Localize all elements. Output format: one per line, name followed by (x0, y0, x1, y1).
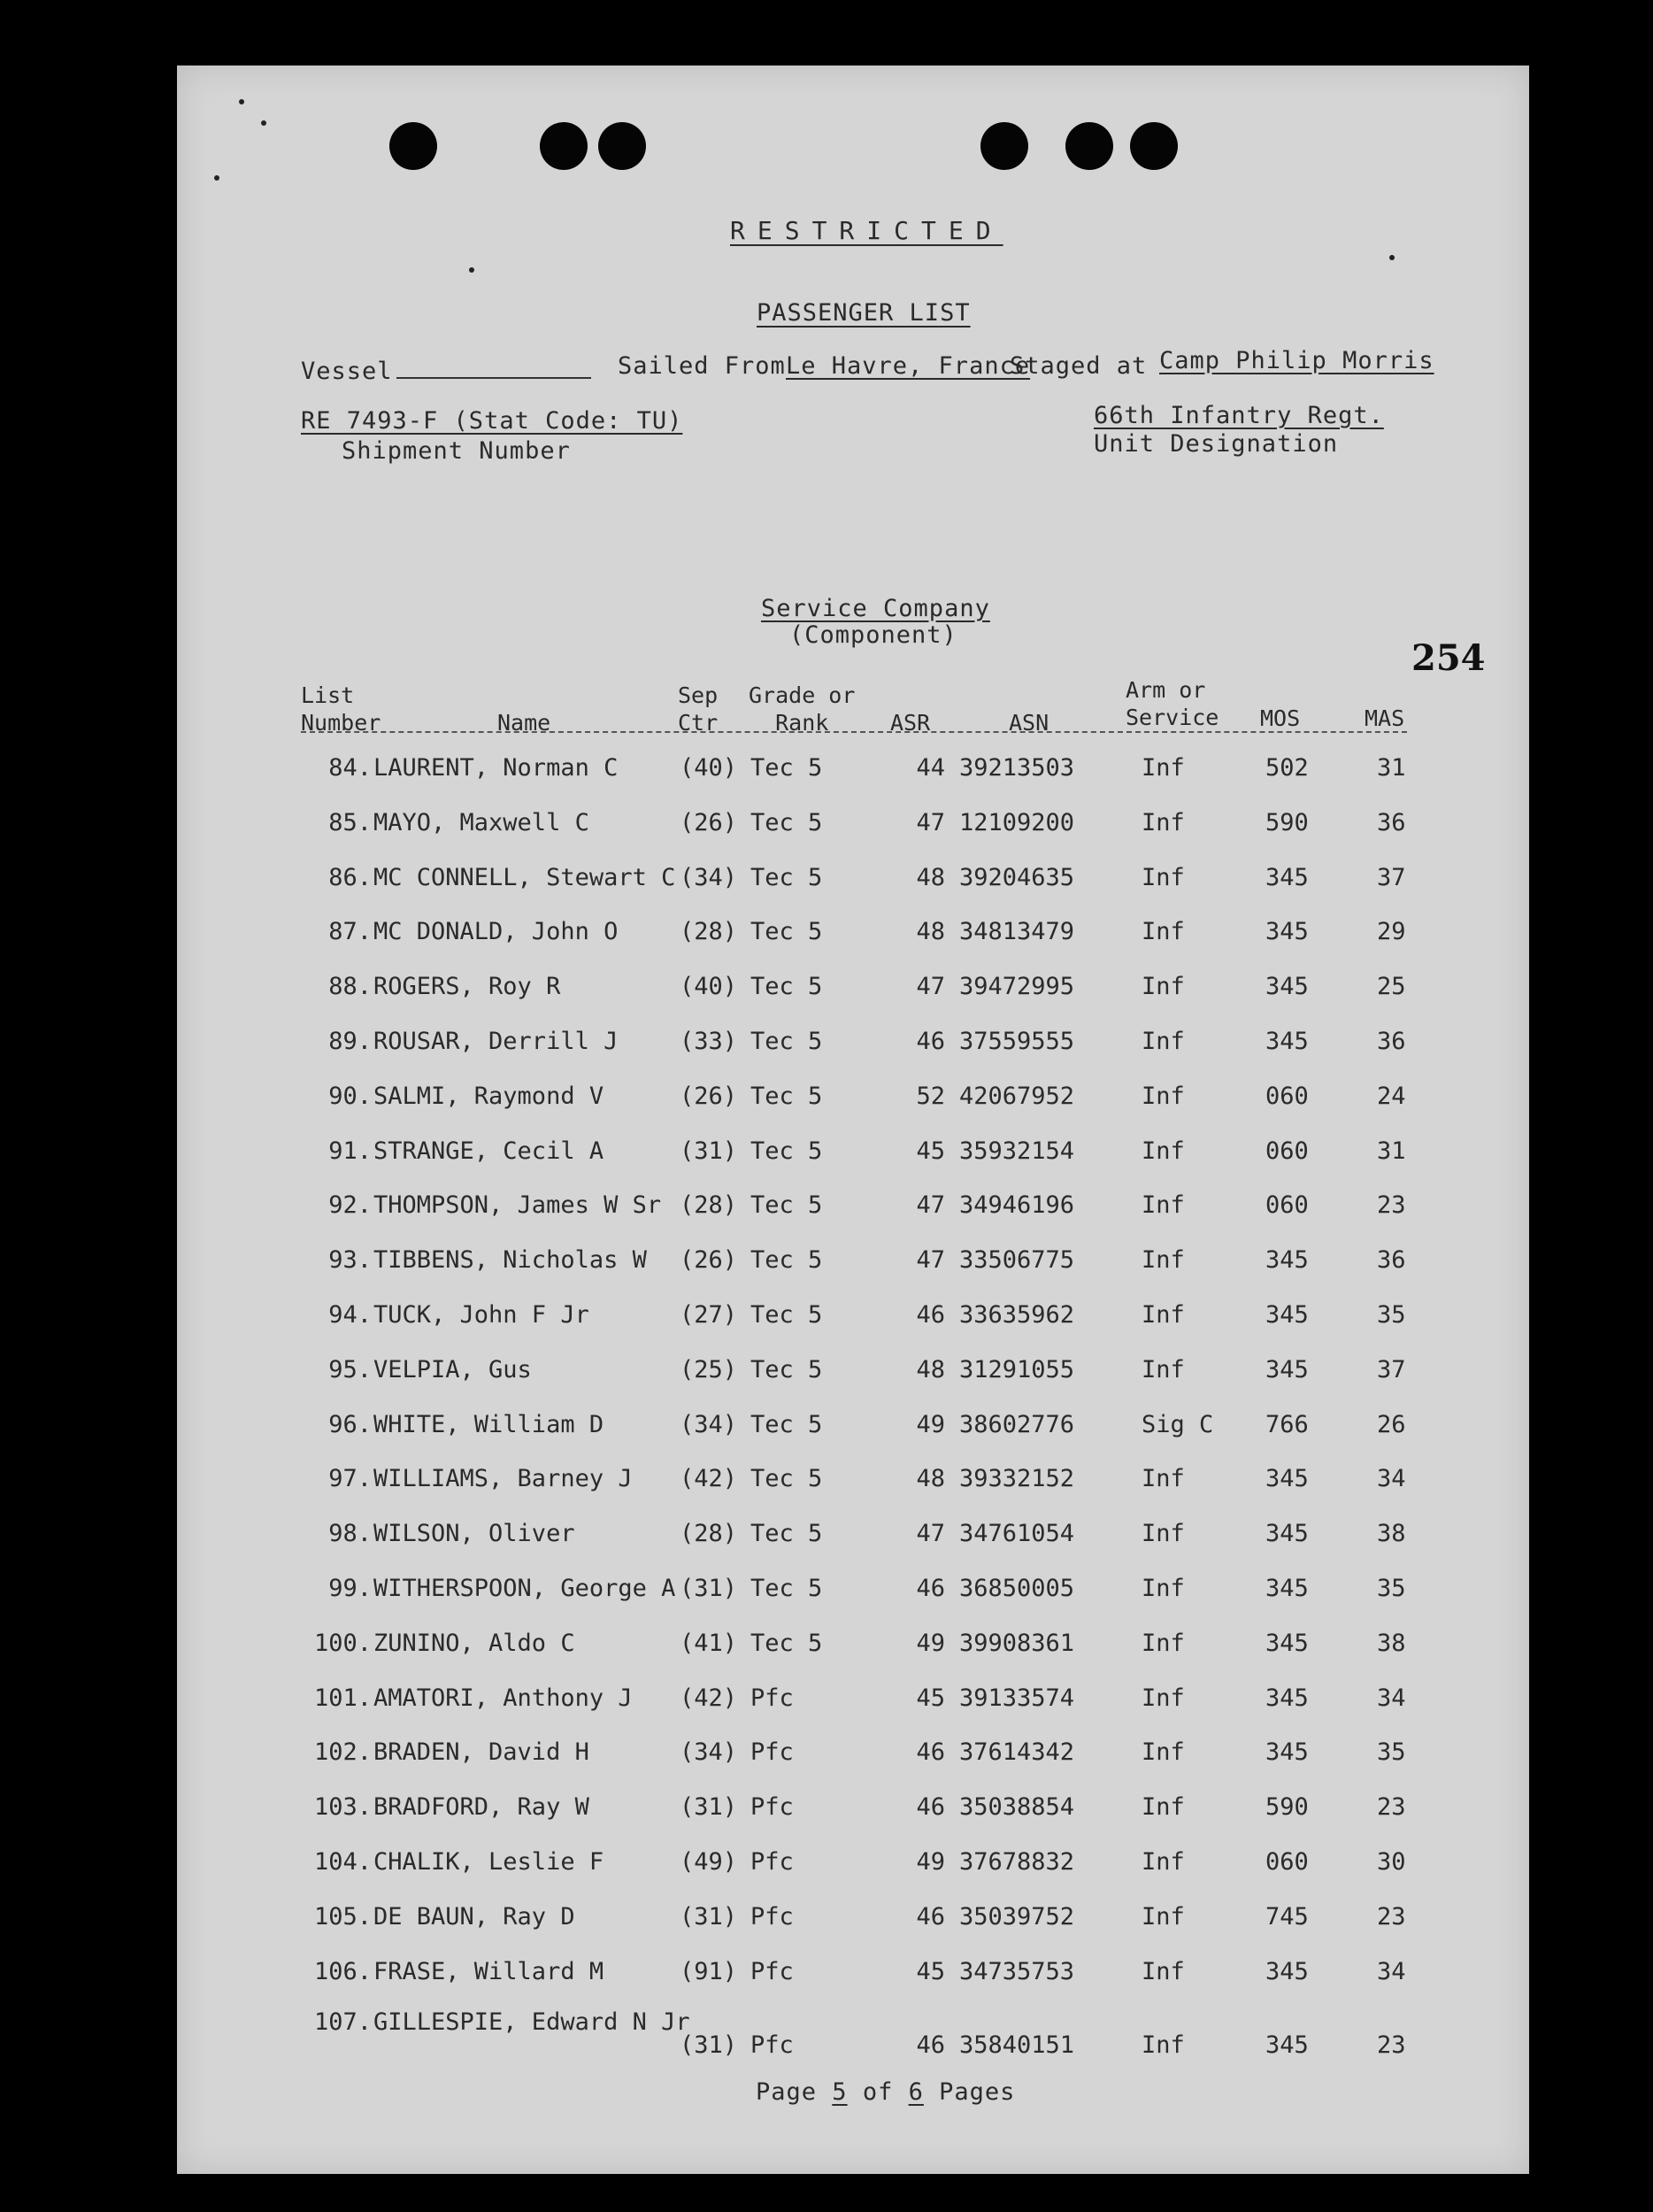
cell-asr: 47 (916, 1246, 945, 1275)
cell-grade: Tec 5 (750, 973, 823, 1001)
sailed-from-label: Sailed From (618, 352, 786, 380)
cell-mas: 35 (1377, 1738, 1406, 1767)
cell-mos: 345 (1265, 1575, 1309, 1602)
cell-grade: Tec 5 (750, 1629, 823, 1657)
cell-grade: Tec 5 (750, 1355, 823, 1383)
table-row (177, 973, 1529, 1008)
cell-grade: Tec 5 (750, 754, 823, 782)
cell-asr: 46 (916, 1028, 945, 1055)
cell-asn: 39332152 (959, 1465, 1075, 1493)
cell-mos: 590 (1265, 1793, 1309, 1822)
cell-asr: 48 (916, 1465, 945, 1493)
cell-service: Inf (1142, 1355, 1185, 1383)
cell-mas: 23 (1377, 1902, 1406, 1931)
cell-num: 102. (313, 1738, 372, 1767)
cell-asn: 35039752 (959, 1902, 1075, 1931)
cell-mas: 35 (1377, 1301, 1406, 1329)
cell-mas: 26 (1377, 1410, 1406, 1438)
col-sep-ctr-line2: Ctr (678, 710, 719, 736)
cell-asn: 39213503 (959, 754, 1075, 782)
cell-mos: 345 (1265, 973, 1309, 1001)
cell-mas: 25 (1377, 973, 1406, 1001)
cell-num: 84. (328, 754, 372, 782)
cell-ctr: (34) (680, 1738, 738, 1767)
cell-mos: 345 (1265, 863, 1309, 891)
footer-page-label: Page (756, 2078, 818, 2106)
cell-asn: 39133574 (959, 1684, 1075, 1712)
cell-ctr: (25) (680, 1355, 738, 1383)
cell-asr: 48 (916, 863, 945, 891)
cell-asn: 37559555 (959, 1028, 1075, 1055)
cell-mos: 502 (1265, 754, 1309, 782)
cell-num: 104. (313, 1848, 372, 1876)
cell-grade: Pfc (750, 1793, 794, 1822)
cell-mas: 30 (1377, 1848, 1406, 1876)
table-row (177, 1411, 1529, 1446)
cell-asr: 45 (916, 1684, 945, 1712)
cell-mos: 345 (1265, 1301, 1309, 1329)
cell-name: WHITE, William D (373, 1410, 604, 1438)
col-grade (749, 682, 855, 736)
cell-service: Inf (1142, 1629, 1185, 1657)
cell-mas: 31 (1377, 1137, 1406, 1165)
cell-mos: 060 (1265, 1191, 1309, 1220)
cell-mas: 24 (1377, 1082, 1406, 1110)
col-name: Name (497, 710, 551, 736)
cell-num: 99. (328, 1575, 372, 1602)
cell-mos: 345 (1265, 2031, 1309, 2060)
cell-service: Inf (1142, 863, 1185, 891)
col-asn: ASN (1009, 710, 1049, 736)
cell-num: 96. (328, 1410, 372, 1438)
cell-mas: 36 (1377, 1246, 1406, 1275)
cell-service: Inf (1142, 1738, 1185, 1767)
speck (239, 99, 244, 104)
cell-name: MC DONALD, John O (373, 918, 619, 946)
col-sep-ctr-line1: Sep (678, 682, 719, 708)
cell-asn: 34946196 (959, 1191, 1075, 1220)
cell-asr: 49 (916, 1848, 945, 1876)
staged-at-label: Staged at (1010, 352, 1148, 380)
table-row (177, 1848, 1529, 1884)
cell-asr: 46 (916, 1738, 945, 1767)
cell-num: 91. (328, 1137, 372, 1165)
col-mas: MAS (1365, 705, 1405, 731)
cell-service: Inf (1142, 1137, 1185, 1165)
staged-at-value: Camp Philip Morris (1159, 347, 1434, 374)
cell-asr: 47 (916, 1520, 945, 1548)
cell-name: WILLIAMS, Barney J (373, 1465, 633, 1493)
footer-pages-label: Pages (939, 2078, 1016, 2106)
cell-asr: 47 (916, 973, 945, 1001)
cell-ctr: (34) (680, 1410, 738, 1438)
cell-grade: Pfc (750, 1957, 794, 1985)
cell-name: AMATORI, Anthony J (373, 1684, 633, 1712)
cell-service: Inf (1142, 1028, 1185, 1055)
cell-name: THOMPSON, James W Sr (373, 1191, 662, 1220)
cell-ctr: (26) (680, 1082, 738, 1110)
cell-num: 94. (328, 1301, 372, 1329)
cell-num: 97. (328, 1465, 372, 1493)
punch-hole (540, 122, 588, 170)
table-row (177, 1028, 1529, 1063)
cell-asn: 36850005 (959, 1575, 1075, 1602)
col-list-number-line2: Number (301, 710, 381, 736)
cell-num: 90. (328, 1082, 372, 1110)
cell-asn: 34813479 (959, 918, 1075, 946)
col-grade-line2: Rank (775, 710, 829, 736)
shipment-number-label: Shipment Number (342, 437, 571, 465)
cell-service: Inf (1142, 1082, 1185, 1110)
cell-ctr: (31) (680, 1137, 738, 1165)
cell-ctr: (31) (680, 1902, 738, 1931)
footer-page-number: 5 (832, 2078, 848, 2106)
cell-ctr: (31) (680, 1793, 738, 1822)
cell-ctr: (91) (680, 1957, 738, 1985)
table-row (177, 1083, 1529, 1118)
cell-num: 92. (328, 1191, 372, 1220)
cell-grade: Tec 5 (750, 1028, 823, 1055)
cell-asr: 52 (916, 1082, 945, 1110)
cell-num: 87. (328, 918, 372, 946)
cell-asn: 35932154 (959, 1137, 1075, 1165)
cell-name: WILSON, Oliver (373, 1520, 575, 1548)
cell-grade: Tec 5 (750, 1082, 823, 1110)
cell-grade: Tec 5 (750, 1410, 823, 1438)
cell-mas: 23 (1377, 2031, 1406, 2060)
cell-grade: Tec 5 (750, 863, 823, 891)
table-row (177, 1520, 1529, 1555)
cell-num: 100. (313, 1629, 372, 1657)
cell-grade: Tec 5 (750, 918, 823, 946)
cell-ctr: (28) (680, 1520, 738, 1548)
cell-mos: 345 (1265, 1629, 1309, 1657)
cell-ctr: (34) (680, 863, 738, 891)
table-row (177, 1465, 1529, 1500)
col-list-number-line1: List (301, 682, 355, 708)
cell-asn: 39908361 (959, 1629, 1075, 1657)
col-mos: MOS (1260, 705, 1301, 731)
cell-mas: 37 (1377, 1355, 1406, 1383)
cell-service: Inf (1142, 754, 1185, 782)
cell-service: Inf (1142, 1301, 1185, 1329)
cell-mas: 35 (1377, 1575, 1406, 1602)
cell-mos: 345 (1265, 1738, 1309, 1767)
cell-num: 101. (313, 1684, 372, 1712)
cell-service: Inf (1142, 918, 1185, 946)
cell-ctr: (40) (680, 973, 738, 1001)
cell-mos: 345 (1265, 1028, 1309, 1055)
cell-name: ROUSAR, Derrill J (373, 1028, 619, 1055)
cell-mos: 345 (1265, 1465, 1309, 1493)
footer-page-total: 6 (908, 2078, 924, 2106)
cell-name: MAYO, Maxwell C (373, 808, 589, 836)
cell-mos: 060 (1265, 1082, 1309, 1110)
cell-grade: Pfc (750, 1902, 794, 1931)
cell-name: ROGERS, Roy R (373, 973, 561, 1001)
cell-name: TUCK, John F Jr (373, 1301, 589, 1329)
cell-mos: 745 (1265, 1902, 1309, 1931)
cell-mos: 766 (1265, 1410, 1309, 1438)
table-row (177, 918, 1529, 953)
cell-num: 89. (328, 1028, 372, 1055)
table-row (177, 2008, 1529, 2067)
cell-num: 103. (313, 1793, 372, 1822)
cell-service: Inf (1142, 1684, 1185, 1712)
cell-grade: Pfc (750, 1848, 794, 1876)
cell-mos: 060 (1265, 1137, 1309, 1165)
cell-asn: 35840151 (959, 2031, 1075, 2060)
cell-ctr: (27) (680, 1301, 738, 1329)
cell-mas: 36 (1377, 1028, 1406, 1055)
vessel-blank (396, 377, 591, 379)
cell-service: Inf (1142, 2031, 1185, 2060)
cell-asr: 48 (916, 918, 945, 946)
col-service-line2: Service (1126, 705, 1219, 730)
cell-name: SALMI, Raymond V (373, 1082, 604, 1110)
cell-grade: Tec 5 (750, 1246, 823, 1275)
restricted-heading: RESTRICTED (730, 216, 1003, 245)
cell-num: 93. (328, 1246, 372, 1275)
cell-mos: 345 (1265, 1246, 1309, 1275)
punch-hole (1130, 122, 1178, 170)
unit-designation-label: Unit Designation (1094, 430, 1339, 458)
cell-grade: Pfc (750, 1738, 794, 1767)
cell-asr: 46 (916, 2031, 945, 2060)
cell-ctr: (28) (680, 918, 738, 946)
cell-grade: Pfc (750, 2031, 794, 2060)
cell-name: BRADFORD, Ray W (373, 1793, 589, 1822)
cell-asn: 42067952 (959, 1082, 1075, 1110)
speck (1389, 255, 1395, 260)
page-stamp: 254 (1411, 637, 1486, 679)
punch-hole (389, 122, 437, 170)
cell-service: Inf (1142, 1520, 1185, 1548)
table-row (177, 864, 1529, 899)
cell-num: 106. (313, 1957, 372, 1985)
cell-name: WITHERSPOON, George A (373, 1575, 676, 1602)
cell-asn: 31291055 (959, 1355, 1075, 1383)
document-title: PASSENGER LIST (757, 299, 971, 327)
cell-ctr: (28) (680, 1191, 738, 1220)
cell-mas: 34 (1377, 1957, 1406, 1985)
col-sep-ctr (678, 682, 718, 736)
cell-name: CHALIK, Leslie F (373, 1848, 604, 1876)
cell-service: Inf (1142, 1246, 1185, 1275)
cell-asr: 45 (916, 1957, 945, 1985)
table-row (177, 809, 1529, 844)
cell-asr: 47 (916, 1191, 945, 1220)
cell-mas: 38 (1377, 1520, 1406, 1548)
cell-asr: 45 (916, 1137, 945, 1165)
document-page (177, 66, 1529, 2174)
cell-ctr: (49) (680, 1848, 738, 1876)
cell-grade: Tec 5 (750, 1301, 823, 1329)
cell-service: Inf (1142, 1793, 1185, 1822)
cell-asr: 49 (916, 1410, 945, 1438)
cell-mas: 23 (1377, 1793, 1406, 1822)
table-row (177, 1793, 1529, 1829)
cell-service: Inf (1142, 1957, 1185, 1985)
punch-hole (1065, 122, 1113, 170)
cell-mos: 345 (1265, 1957, 1309, 1985)
cell-asn: 33635962 (959, 1301, 1075, 1329)
cell-asn: 39472995 (959, 973, 1075, 1001)
speck (261, 120, 266, 126)
cell-ctr: (41) (680, 1629, 738, 1657)
cell-mas: 29 (1377, 918, 1406, 946)
cell-asr: 47 (916, 808, 945, 836)
cell-asn: 34735753 (959, 1957, 1075, 1985)
cell-name: STRANGE, Cecil A (373, 1137, 604, 1165)
cell-asr: 44 (916, 754, 945, 782)
table-row (177, 1575, 1529, 1610)
cell-asn: 33506775 (959, 1246, 1075, 1275)
sailed-from-value: Le Havre, France (786, 352, 1031, 380)
cell-asn: 39204635 (959, 863, 1075, 891)
cell-num: 107. (313, 2008, 372, 2037)
cell-ctr: (26) (680, 808, 738, 836)
punch-hole (598, 122, 646, 170)
cell-service: Inf (1142, 1575, 1185, 1602)
cell-mas: 38 (1377, 1629, 1406, 1657)
cell-name: VELPIA, Gus (373, 1355, 532, 1383)
cell-asr: 46 (916, 1902, 945, 1931)
cell-grade: Tec 5 (750, 1520, 823, 1548)
col-grade-line1: Grade or (749, 682, 856, 708)
cell-mas: 31 (1377, 754, 1406, 782)
header-rule (301, 731, 1407, 733)
cell-asn: 34761054 (959, 1520, 1075, 1548)
cell-mos: 345 (1265, 1355, 1309, 1383)
vessel-label: Vessel (301, 358, 393, 385)
cell-name: BRADEN, David H (373, 1738, 589, 1767)
page-footer (756, 2078, 1015, 2106)
cell-mos: 345 (1265, 918, 1309, 946)
shipment-number: RE 7493-F (Stat Code: TU) (301, 407, 683, 435)
table-row (177, 1630, 1529, 1665)
punch-hole (980, 122, 1028, 170)
cell-num: 88. (328, 973, 372, 1001)
cell-ctr: (26) (680, 1246, 738, 1275)
cell-service: Inf (1142, 1902, 1185, 1931)
cell-ctr: (31) (680, 2031, 738, 2060)
cell-asr: 46 (916, 1301, 945, 1329)
cell-grade: Tec 5 (750, 1191, 823, 1220)
component-label: (Component) (789, 621, 957, 649)
cell-asn: 12109200 (959, 808, 1075, 836)
table-row (177, 1246, 1529, 1282)
cell-name: GILLESPIE, Edward N Jr (373, 2008, 690, 2037)
cell-grade: Tec 5 (750, 1575, 823, 1602)
cell-name: ZUNINO, Aldo C (373, 1629, 575, 1657)
cell-service: Sig C (1142, 1410, 1214, 1438)
cell-name: DE BAUN, Ray D (373, 1902, 575, 1931)
cell-service: Inf (1142, 1848, 1185, 1876)
table-row (177, 1301, 1529, 1337)
cell-mas: 23 (1377, 1191, 1406, 1220)
table-row (177, 1903, 1529, 1938)
col-list-number (301, 682, 381, 736)
cell-ctr: (40) (680, 754, 738, 782)
cell-num: 98. (328, 1520, 372, 1548)
cell-asn: 37678832 (959, 1848, 1075, 1876)
cell-mos: 345 (1265, 1520, 1309, 1548)
cell-asr: 48 (916, 1355, 945, 1383)
component-name: Service Company (761, 595, 990, 622)
cell-mos: 345 (1265, 1684, 1309, 1712)
cell-name: LAURENT, Norman C (373, 754, 619, 782)
cell-service: Inf (1142, 973, 1185, 1001)
cell-mos: 590 (1265, 808, 1309, 836)
speck (214, 175, 219, 181)
cell-num: 95. (328, 1355, 372, 1383)
table-row (177, 1684, 1529, 1720)
cell-asr: 46 (916, 1575, 945, 1602)
cell-service: Inf (1142, 808, 1185, 836)
unit-designation: 66th Infantry Regt. (1094, 402, 1384, 429)
cell-name: MC CONNELL, Stewart C (373, 863, 676, 891)
cell-mas: 36 (1377, 808, 1406, 836)
cell-mos: 060 (1265, 1848, 1309, 1876)
cell-name: FRASE, Willard M (373, 1957, 604, 1985)
table-row (177, 1958, 1529, 1993)
cell-service: Inf (1142, 1465, 1185, 1493)
cell-ctr: (33) (680, 1028, 738, 1055)
cell-grade: Tec 5 (750, 1137, 823, 1165)
table-row (177, 1738, 1529, 1774)
cell-grade: Tec 5 (750, 1465, 823, 1493)
cell-name: TIBBENS, Nicholas W (373, 1246, 647, 1275)
cell-asn: 35038854 (959, 1793, 1075, 1822)
cell-grade: Tec 5 (750, 808, 823, 836)
cell-asr: 49 (916, 1629, 945, 1657)
cell-mas: 37 (1377, 863, 1406, 891)
cell-num: 86. (328, 863, 372, 891)
table-row (177, 1137, 1529, 1173)
cell-service: Inf (1142, 1191, 1185, 1220)
cell-ctr: (42) (680, 1465, 738, 1493)
cell-asn: 38602776 (959, 1410, 1075, 1438)
cell-num: 105. (313, 1902, 372, 1931)
cell-num: 85. (328, 808, 372, 836)
speck (469, 267, 474, 273)
footer-of-label: of (862, 2078, 894, 2106)
col-asr: ASR (890, 710, 931, 736)
cell-ctr: (31) (680, 1575, 738, 1602)
table-row (177, 1356, 1529, 1391)
col-service (1126, 676, 1219, 731)
cell-mas: 34 (1377, 1684, 1406, 1712)
cell-mas: 34 (1377, 1465, 1406, 1493)
table-row (177, 1191, 1529, 1227)
cell-ctr: (42) (680, 1684, 738, 1712)
cell-grade: Pfc (750, 1684, 794, 1712)
cell-asr: 46 (916, 1793, 945, 1822)
table-row (177, 754, 1529, 790)
cell-asn: 37614342 (959, 1738, 1075, 1767)
col-service-line1: Arm or (1126, 677, 1206, 703)
